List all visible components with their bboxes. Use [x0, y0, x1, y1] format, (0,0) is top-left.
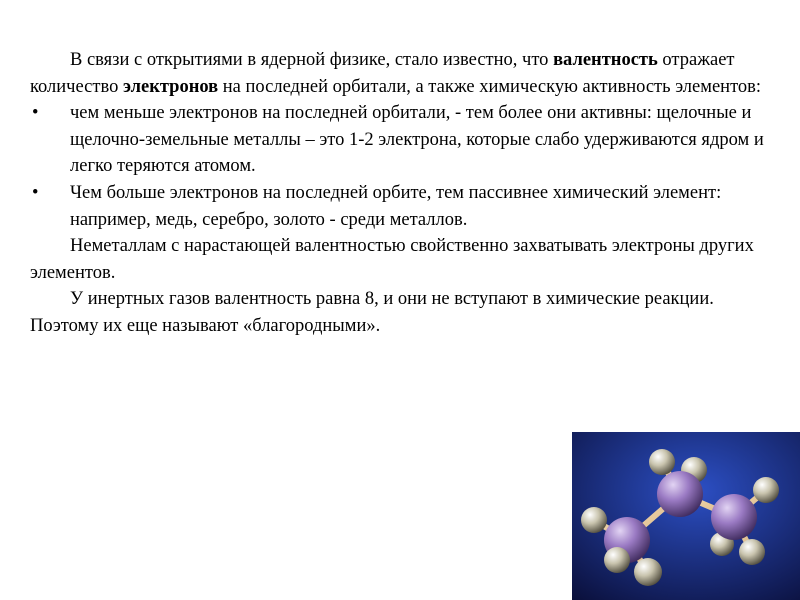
intro-text-2: отражает количество [30, 50, 735, 97]
intro-text-3: на последней орбитали, а также химическую активность элементов: [218, 76, 762, 97]
hydrogen-atom [753, 477, 779, 503]
molecule-image [572, 432, 800, 600]
central-atom [657, 471, 703, 517]
central-atom [711, 494, 757, 540]
bullet-text: Чем больше электронов на последней орбите, тем пассивнее химический элемент: например, медь, серебро, золото - среди металлов. [70, 182, 722, 230]
keyword-electrons: электронов [122, 76, 219, 97]
bullet-marker: • [32, 182, 39, 203]
paragraph-nonmetals: Неметаллам с нарастающей валентностью свойственно захватывать электроны других элементов. [30, 236, 754, 283]
bullet-item [30, 100, 770, 180]
paragraph-inert-gases: У инертных газов валентность равна 8, и они не вступают в химические реакции. Поэтому их еще называют «благородными». [30, 289, 714, 336]
hydrogen-atom [581, 507, 607, 533]
keyword-valence: валентность [553, 50, 658, 70]
text-block [30, 47, 770, 340]
bullet-marker: • [32, 103, 39, 124]
paragraph-intro [30, 47, 770, 100]
intro-text-1: В связи с открытиями в ядерной физике, стало известно, что [70, 50, 554, 70]
bullet-text: чем меньше электронов на последней орбитали, - тем более они активны: щелочные и щелочно-земельные металлы – это 1-2 электрона, которые слабо удерживаются ядром и легко теряются атомом. [70, 103, 764, 177]
hydrogen-atom [739, 539, 765, 565]
molecule-illustration [572, 432, 800, 600]
hydrogen-atom [634, 558, 662, 586]
bullet-item [30, 180, 770, 233]
hydrogen-atom [604, 547, 630, 573]
hydrogen-atom [649, 449, 675, 475]
